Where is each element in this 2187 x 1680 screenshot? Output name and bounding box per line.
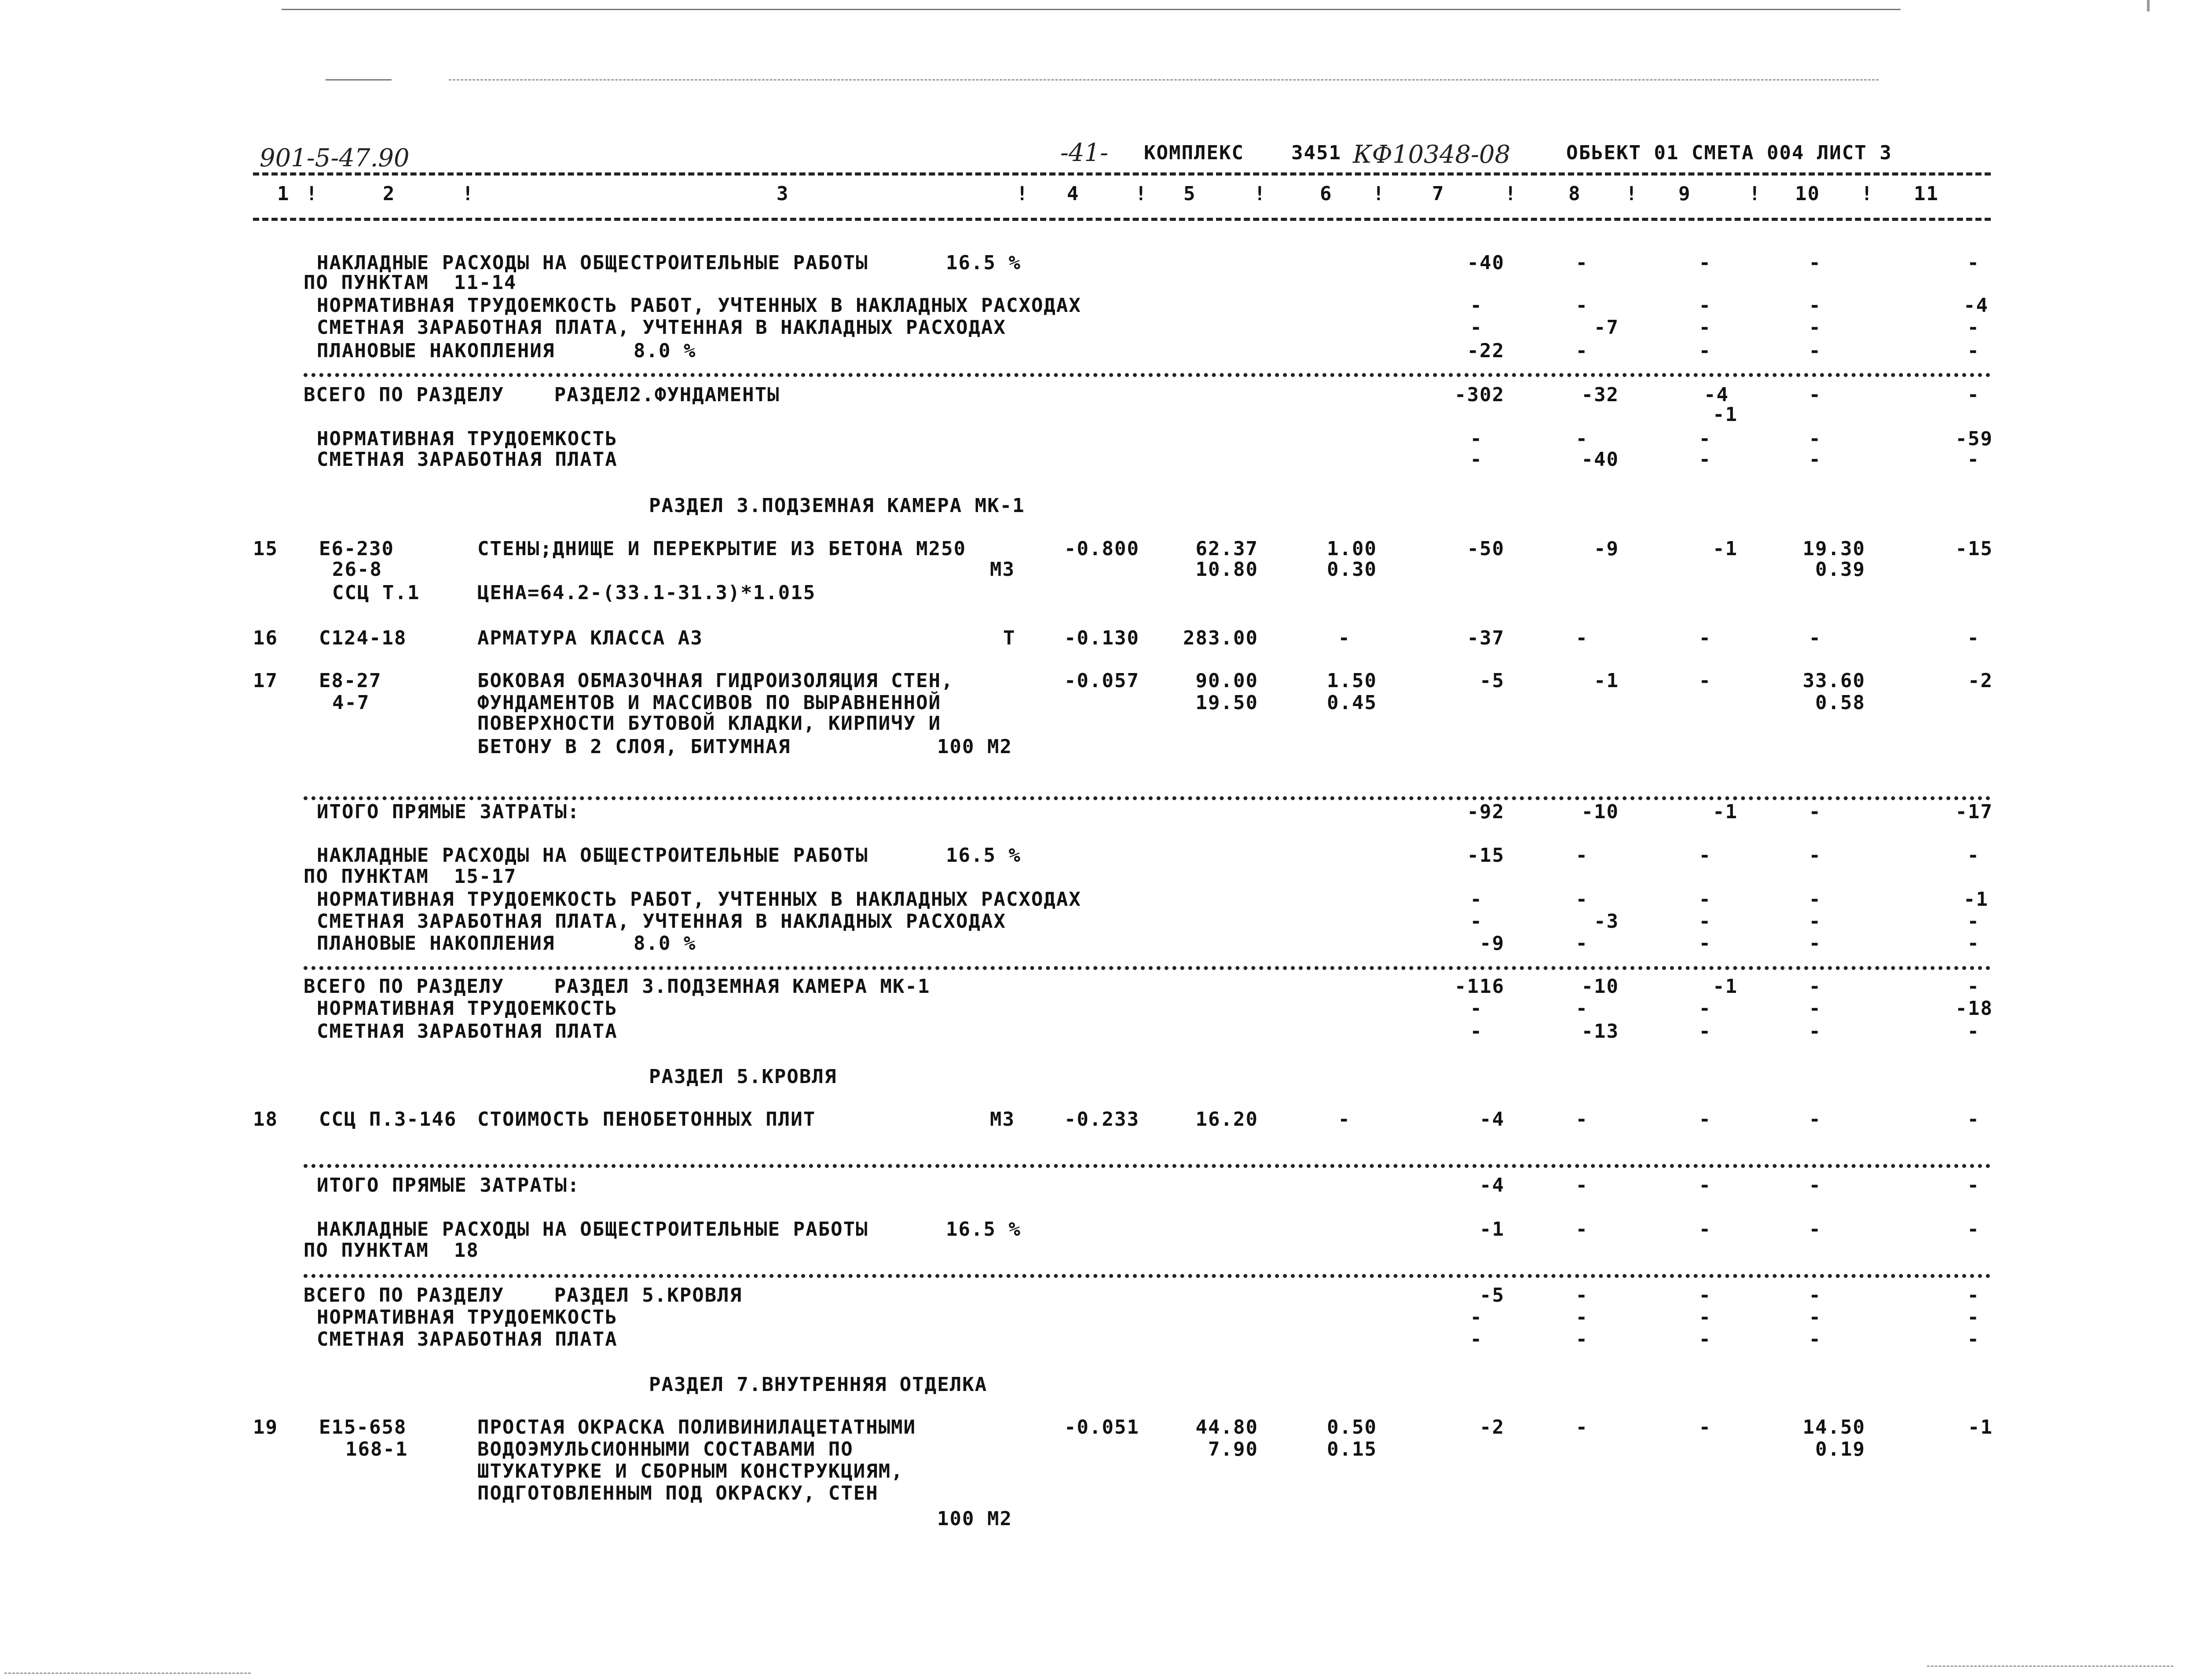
value-cell: -1 bbox=[1968, 1416, 1993, 1438]
scan-line bbox=[282, 9, 1901, 10]
value-cell: 44.80 bbox=[1195, 1416, 1258, 1438]
value-cell: - bbox=[1967, 910, 1980, 933]
value-cell: - bbox=[1809, 627, 1821, 649]
estimated-wage-label: СМЕТНАЯ ЗАРАБОТНАЯ ПЛАТА bbox=[317, 1020, 618, 1043]
value-cell: 1.00 bbox=[1327, 538, 1377, 560]
value-cell: - bbox=[1809, 932, 1821, 955]
value-cell: - bbox=[1967, 1174, 1980, 1197]
value-cell: - bbox=[1575, 1218, 1588, 1241]
value-cell: -15 bbox=[1955, 538, 1993, 560]
col-sep: ! bbox=[1254, 183, 1267, 205]
value-cell: - bbox=[1967, 1020, 1980, 1043]
column-header-row bbox=[264, 184, 1993, 204]
value-cell: -3 bbox=[1594, 910, 1619, 933]
value-cell: - bbox=[1699, 1108, 1711, 1131]
value-cell: - bbox=[1575, 627, 1588, 649]
value-cell: -22 bbox=[1467, 340, 1505, 362]
value-cell: - bbox=[1575, 1284, 1588, 1307]
value-cell: -1 bbox=[1480, 1218, 1505, 1241]
kompleks-code: КФ10348-08 bbox=[1353, 140, 1511, 169]
dotted-rule bbox=[304, 966, 1991, 970]
value-cell: - bbox=[1809, 1108, 1821, 1131]
value-cell: - bbox=[1699, 294, 1711, 317]
estimated-wage-label: СМЕТНАЯ ЗАРАБОТНАЯ ПЛАТА bbox=[317, 1328, 618, 1351]
value-cell: 0.45 bbox=[1327, 692, 1377, 714]
value-cell: 0.58 bbox=[1815, 692, 1865, 714]
value-cell: -50 bbox=[1467, 538, 1505, 560]
item-description: СТЕНЫ;ДНИЩЕ И ПЕРЕКРЫТИЕ ИЗ БЕТОНА М250 bbox=[477, 538, 967, 560]
item-number: 19 bbox=[253, 1416, 278, 1438]
col-sep: ! bbox=[1861, 183, 1874, 205]
value-cell: - bbox=[1809, 384, 1821, 406]
value-cell: -9 bbox=[1594, 538, 1619, 560]
value-cell: -15 bbox=[1467, 844, 1505, 867]
col-sep: ! bbox=[462, 183, 475, 205]
item-code: ССЦ П.3-146 bbox=[319, 1108, 457, 1131]
value-cell: - bbox=[1699, 1020, 1711, 1043]
item-code: Е6-230 bbox=[319, 538, 394, 560]
norm-labor-label: НОРМАТИВНАЯ ТРУДОЕМКОСТЬ bbox=[317, 997, 618, 1020]
items-range: ПО ПУНКТАМ 18 bbox=[304, 1239, 479, 1262]
value-cell: - bbox=[1699, 428, 1711, 450]
value-cell: -59 bbox=[1955, 428, 1993, 450]
items-range: ПО ПУНКТАМ 11-14 bbox=[304, 271, 517, 294]
norm-labor-label: НОРМАТИВНАЯ ТРУДОЕМКОСТЬ bbox=[317, 1306, 618, 1329]
value-cell: - bbox=[1809, 888, 1821, 911]
value-cell: 0.30 bbox=[1327, 558, 1377, 581]
value-cell: - bbox=[1575, 1416, 1588, 1438]
norm-labor-label: НОРМАТИВНАЯ ТРУДОЕМКОСТЬ bbox=[317, 428, 618, 450]
value-cell: - bbox=[1967, 975, 1980, 998]
item-price-formula: ЦЕНА=64.2-(33.1-31.3)*1.015 bbox=[477, 582, 816, 604]
value-cell: - bbox=[1809, 997, 1821, 1020]
value-cell: - bbox=[1338, 627, 1351, 649]
col-header-11: 11 bbox=[1914, 183, 1939, 205]
value-cell: - bbox=[1699, 932, 1711, 955]
wage-overhead-label: СМЕТНАЯ ЗАРАБОТНАЯ ПЛАТА, УЧТЕННАЯ В НАКЛАДНЫХ РАСХОДАХ bbox=[317, 316, 1006, 339]
value-cell: - bbox=[1699, 1328, 1711, 1351]
value-cell: -1 bbox=[1964, 888, 1989, 911]
value-cell: 90.00 bbox=[1195, 670, 1258, 692]
item-description: ПОВЕРХНОСТИ БУТОВОЙ КЛАДКИ, КИРПИЧУ И bbox=[477, 712, 941, 735]
value-cell: - bbox=[1967, 448, 1980, 471]
col-header-5: 5 bbox=[1183, 183, 1196, 205]
scan-line bbox=[1927, 1665, 2173, 1667]
value-cell: - bbox=[1809, 1306, 1821, 1329]
value-cell: - bbox=[1809, 428, 1821, 450]
value-cell: - bbox=[1967, 932, 1980, 955]
object-smeta-list: ОБЬЕКТ 01 СМЕТА 004 ЛИСТ 3 bbox=[1566, 142, 1892, 164]
value-cell: - bbox=[1699, 252, 1711, 274]
value-cell: 16.20 bbox=[1195, 1108, 1258, 1131]
value-cell: -4 bbox=[1480, 1174, 1505, 1197]
value-cell: -10 bbox=[1581, 801, 1619, 823]
value-cell: - bbox=[1967, 1328, 1980, 1351]
value-cell: -0.130 bbox=[1064, 627, 1139, 649]
value-cell: 19.50 bbox=[1195, 692, 1258, 714]
overhead-label: НАКЛАДНЫЕ РАСХОДЫ НА ОБЩЕСТРОИТЕЛЬНЫЕ РАБОТЫ bbox=[317, 844, 868, 867]
item-unit: 100 М2 bbox=[937, 736, 1012, 758]
item-description: СТОИМОСТЬ ПЕНОБЕТОННЫХ ПЛИТ bbox=[477, 1108, 816, 1131]
value-cell: -40 bbox=[1467, 252, 1505, 274]
estimated-wage-label: СМЕТНАЯ ЗАРАБОТНАЯ ПЛАТА bbox=[317, 448, 618, 471]
value-cell: - bbox=[1338, 1108, 1351, 1131]
item-description: ПРОСТАЯ ОКРАСКА ПОЛИВИНИЛАЦЕТАТНЫМИ bbox=[477, 1416, 916, 1438]
value-cell: -40 bbox=[1581, 448, 1619, 471]
value-cell: - bbox=[1809, 448, 1821, 471]
value-cell: - bbox=[1699, 448, 1711, 471]
value-cell: - bbox=[1575, 997, 1588, 1020]
value-cell: -0.057 bbox=[1064, 670, 1139, 692]
value-cell: -37 bbox=[1467, 627, 1505, 649]
overhead-label: НАКЛАДНЫЕ РАСХОДЫ НА ОБЩЕСТРОИТЕЛЬНЫЕ РАБОТЫ bbox=[317, 252, 868, 274]
value-cell: - bbox=[1967, 1218, 1980, 1241]
col-header-2: 2 bbox=[383, 183, 396, 205]
value-cell: -1 bbox=[1713, 801, 1738, 823]
col-sep: ! bbox=[1373, 183, 1385, 205]
value-cell: 62.37 bbox=[1195, 538, 1258, 560]
col-sep: ! bbox=[1505, 183, 1517, 205]
value-cell: -7 bbox=[1594, 316, 1619, 339]
value-cell: - bbox=[1575, 340, 1588, 362]
value-cell: 0.19 bbox=[1815, 1438, 1865, 1460]
value-cell: - bbox=[1575, 888, 1588, 911]
value-cell: -5 bbox=[1480, 670, 1505, 692]
value-cell: -17 bbox=[1955, 801, 1993, 823]
value-cell: - bbox=[1967, 316, 1980, 339]
value-cell: -9 bbox=[1480, 932, 1505, 955]
value-cell: - bbox=[1470, 888, 1483, 911]
value-cell: - bbox=[1470, 448, 1483, 471]
value-cell: -1 bbox=[1594, 670, 1619, 692]
header-rule-top bbox=[253, 172, 1991, 176]
col-header-8: 8 bbox=[1568, 183, 1581, 205]
value-cell: - bbox=[1967, 384, 1980, 406]
value-cell: 0.50 bbox=[1327, 1416, 1377, 1438]
scan-speck bbox=[2147, 0, 2150, 11]
value-cell: -18 bbox=[1955, 997, 1993, 1020]
item-unit: 100 М2 bbox=[937, 1508, 1012, 1530]
items-range: ПО ПУНКТАМ 15-17 bbox=[304, 865, 517, 888]
value-cell: -4 bbox=[1704, 384, 1729, 406]
value-cell: - bbox=[1699, 316, 1711, 339]
value-cell: - bbox=[1575, 932, 1588, 955]
kompleks-label: КОМПЛЕКС bbox=[1144, 142, 1244, 164]
planned-accum-label: ПЛАНОВЫЕ НАКОПЛЕНИЯ bbox=[317, 932, 555, 955]
value-cell: - bbox=[1809, 801, 1821, 823]
value-cell: - bbox=[1699, 340, 1711, 362]
col-header-1: 1 bbox=[277, 183, 290, 205]
value-cell: 0.39 bbox=[1815, 558, 1865, 581]
value-cell: - bbox=[1575, 1328, 1588, 1351]
value-cell: 0.15 bbox=[1327, 1438, 1377, 1460]
value-cell: - bbox=[1470, 294, 1483, 317]
value-cell: - bbox=[1699, 1416, 1711, 1438]
item-code-2: 26-8 bbox=[332, 558, 382, 581]
value-cell: - bbox=[1470, 1020, 1483, 1043]
item-description: ШТУКАТУРКЕ И СБОРНЫМ КОНСТРУКЦИЯМ, bbox=[477, 1460, 904, 1482]
section-title: РАЗДЕЛ 3.ПОДЗЕМНАЯ КАМЕРА МК-1 bbox=[649, 494, 1025, 517]
value-cell: - bbox=[1575, 1306, 1588, 1329]
value-cell: - bbox=[1809, 316, 1821, 339]
scan-line bbox=[326, 79, 392, 81]
col-header-6: 6 bbox=[1320, 183, 1333, 205]
dotted-rule bbox=[304, 373, 1991, 377]
value-cell: -4 bbox=[1964, 294, 1989, 317]
value-cell: - bbox=[1699, 888, 1711, 911]
value-cell: - bbox=[1699, 910, 1711, 933]
value-cell: -4 bbox=[1480, 1108, 1505, 1131]
item-description: ФУНДАМЕНТОВ И МАССИВОВ ПО ВЫРАВНЕННОЙ bbox=[477, 692, 941, 714]
section-title: РАЗДЕЛ 5.КРОВЛЯ bbox=[649, 1065, 837, 1088]
value-cell: - bbox=[1809, 294, 1821, 317]
item-code-3: ССЦ Т.1 bbox=[332, 582, 420, 604]
value-cell: - bbox=[1967, 1306, 1980, 1329]
item-code-2: 4-7 bbox=[332, 692, 370, 714]
value-cell: - bbox=[1575, 252, 1588, 274]
col-header-9: 9 bbox=[1678, 183, 1691, 205]
value-cell: - bbox=[1575, 844, 1588, 867]
item-description: ВОДОЭМУЛЬСИОННЫМИ СОСТАВАМИ ПО bbox=[477, 1438, 854, 1460]
value-cell: -0.051 bbox=[1064, 1416, 1139, 1438]
value-cell: - bbox=[1699, 627, 1711, 649]
value-cell: 19.30 bbox=[1802, 538, 1865, 560]
value-cell: - bbox=[1809, 975, 1821, 998]
overhead-percent: 16.5 % bbox=[946, 252, 1021, 274]
value-cell: -116 bbox=[1454, 975, 1505, 998]
value-cell: - bbox=[1575, 1108, 1588, 1131]
value-cell: - bbox=[1575, 428, 1588, 450]
value-cell: - bbox=[1809, 1020, 1821, 1043]
col-sep: ! bbox=[1626, 183, 1638, 205]
value-cell: -92 bbox=[1467, 801, 1505, 823]
value-cell: 283.00 bbox=[1183, 627, 1258, 649]
value-cell: - bbox=[1699, 1174, 1711, 1197]
value-cell: - bbox=[1967, 1284, 1980, 1307]
item-code: Е15-658 bbox=[319, 1416, 407, 1438]
value-cell: - bbox=[1809, 252, 1821, 274]
col-header-10: 10 bbox=[1795, 183, 1820, 205]
value-cell: 7.90 bbox=[1208, 1438, 1258, 1460]
col-header-3: 3 bbox=[777, 183, 789, 205]
value-cell: - bbox=[1575, 294, 1588, 317]
value-cell: -1 bbox=[1713, 538, 1738, 560]
col-sep: ! bbox=[306, 183, 319, 205]
item-description: ПОДГОТОВЛЕННЫМ ПОД ОКРАСКУ, СТЕН bbox=[477, 1482, 879, 1504]
planned-accum-percent: 8.0 % bbox=[634, 340, 696, 362]
value-cell: - bbox=[1699, 670, 1711, 692]
page-number: -41- bbox=[1060, 139, 1109, 167]
norm-labor-overhead-label: НОРМАТИВНАЯ ТРУДОЕМКОСТЬ РАБОТ, УЧТЕННЫХ В НАКЛАДНЫХ РАСХОДАХ bbox=[317, 888, 1081, 911]
value-cell: - bbox=[1470, 1328, 1483, 1351]
value-cell: -302 bbox=[1454, 384, 1505, 406]
col-sep: ! bbox=[1016, 183, 1029, 205]
norm-labor-overhead-label: НОРМАТИВНАЯ ТРУДОЕМКОСТЬ РАБОТ, УЧТЕННЫХ В НАКЛАДНЫХ РАСХОДАХ bbox=[317, 294, 1081, 317]
value-cell: -0.800 bbox=[1064, 538, 1139, 560]
value-cell: - bbox=[1470, 1306, 1483, 1329]
scan-line bbox=[4, 1673, 251, 1674]
dotted-rule bbox=[304, 1164, 1991, 1168]
value-cell: - bbox=[1809, 1284, 1821, 1307]
value-cell: - bbox=[1809, 1174, 1821, 1197]
value-cell: -1 bbox=[1713, 403, 1738, 426]
value-cell: 33.60 bbox=[1802, 670, 1865, 692]
col-sep: ! bbox=[1749, 183, 1762, 205]
overhead-percent: 16.5 % bbox=[946, 844, 1021, 867]
direct-costs-label: ИТОГО ПРЯМЫЕ ЗАТРАТЫ: bbox=[317, 1174, 580, 1197]
value-cell: - bbox=[1809, 1328, 1821, 1351]
value-cell: -1 bbox=[1713, 975, 1738, 998]
value-cell: 1.50 bbox=[1327, 670, 1377, 692]
value-cell: - bbox=[1575, 1174, 1588, 1197]
value-cell: - bbox=[1967, 340, 1980, 362]
value-cell: -13 bbox=[1581, 1020, 1619, 1043]
item-number: 16 bbox=[253, 627, 278, 649]
section-total-label: ВСЕГО ПО РАЗДЕЛУ РАЗДЕЛ 3.ПОДЗЕМНАЯ КАМЕРА МК-1 bbox=[304, 975, 930, 998]
value-cell: - bbox=[1470, 997, 1483, 1020]
col-sep: ! bbox=[1135, 183, 1148, 205]
scan-line bbox=[449, 79, 1879, 81]
value-cell: - bbox=[1809, 1218, 1821, 1241]
dotted-rule bbox=[304, 1274, 1991, 1278]
item-number: 15 bbox=[253, 538, 278, 560]
value-cell: - bbox=[1967, 252, 1980, 274]
planned-accum-percent: 8.0 % bbox=[634, 932, 696, 955]
value-cell: -2 bbox=[1480, 1416, 1505, 1438]
value-cell: - bbox=[1967, 844, 1980, 867]
value-cell: - bbox=[1967, 1108, 1980, 1131]
overhead-percent: 16.5 % bbox=[946, 1218, 1021, 1241]
value-cell: - bbox=[1809, 340, 1821, 362]
value-cell: 10.80 bbox=[1195, 558, 1258, 581]
value-cell: -2 bbox=[1968, 670, 1993, 692]
item-unit: М3 bbox=[990, 1108, 1015, 1131]
section-total-label: ВСЕГО ПО РАЗДЕЛУ РАЗДЕЛ 5.КРОВЛЯ bbox=[304, 1284, 743, 1307]
item-unit: Т bbox=[1003, 627, 1016, 649]
item-description: БОКОВАЯ ОБМАЗОЧНАЯ ГИДРОИЗОЛЯЦИЯ СТЕН, bbox=[477, 670, 954, 692]
doc-number: 901-5-47.90 bbox=[260, 144, 410, 172]
item-code: С124-18 bbox=[319, 627, 407, 649]
value-cell: - bbox=[1470, 910, 1483, 933]
value-cell: - bbox=[1809, 910, 1821, 933]
value-cell: - bbox=[1699, 1284, 1711, 1307]
header-rule-bottom bbox=[253, 218, 1991, 221]
section-total-label: ВСЕГО ПО РАЗДЕЛУ РАЗДЕЛ2.ФУНДАМЕНТЫ bbox=[304, 384, 780, 406]
planned-accum-label: ПЛАНОВЫЕ НАКОПЛЕНИЯ bbox=[317, 340, 555, 362]
item-number: 17 bbox=[253, 670, 278, 692]
direct-costs-label: ИТОГО ПРЯМЫЕ ЗАТРАТЫ: bbox=[317, 801, 580, 823]
item-description: БЕТОНУ В 2 СЛОЯ, БИТУМНАЯ bbox=[477, 736, 791, 758]
value-cell: 14.50 bbox=[1802, 1416, 1865, 1438]
value-cell: - bbox=[1699, 844, 1711, 867]
value-cell: -5 bbox=[1480, 1284, 1505, 1307]
value-cell: - bbox=[1470, 428, 1483, 450]
col-header-7: 7 bbox=[1432, 183, 1445, 205]
value-cell: - bbox=[1699, 997, 1711, 1020]
dotted-rule bbox=[304, 796, 1991, 800]
item-code-2: 168-1 bbox=[345, 1438, 408, 1460]
wage-overhead-label: СМЕТНАЯ ЗАРАБОТНАЯ ПЛАТА, УЧТЕННАЯ В НАКЛАДНЫХ РАСХОДАХ bbox=[317, 910, 1006, 933]
value-cell: -10 bbox=[1581, 975, 1619, 998]
value-cell: - bbox=[1699, 1218, 1711, 1241]
value-cell: -0.233 bbox=[1064, 1108, 1139, 1131]
value-cell: - bbox=[1470, 316, 1483, 339]
item-unit: М3 bbox=[990, 558, 1015, 581]
overhead-label: НАКЛАДНЫЕ РАСХОДЫ НА ОБЩЕСТРОИТЕЛЬНЫЕ РАБОТЫ bbox=[317, 1218, 868, 1241]
value-cell: - bbox=[1809, 844, 1821, 867]
item-description: АРМАТУРА КЛАССА А3 bbox=[477, 627, 703, 649]
value-cell: - bbox=[1967, 627, 1980, 649]
section-title: РАЗДЕЛ 7.ВНУТРЕННЯЯ ОТДЕЛКА bbox=[649, 1373, 988, 1396]
value-cell: -32 bbox=[1581, 384, 1619, 406]
col-header-4: 4 bbox=[1067, 183, 1080, 205]
item-code: Е8-27 bbox=[319, 670, 382, 692]
item-number: 18 bbox=[253, 1108, 278, 1131]
kompleks-number: 3451 bbox=[1291, 142, 1341, 164]
value-cell: - bbox=[1699, 1306, 1711, 1329]
